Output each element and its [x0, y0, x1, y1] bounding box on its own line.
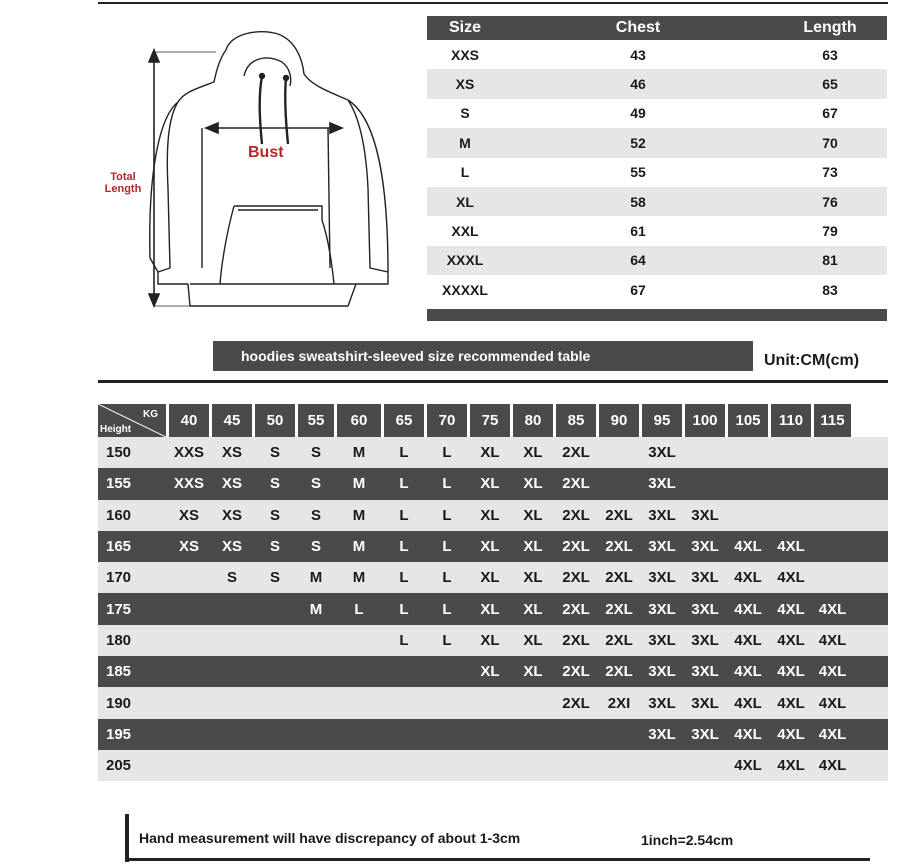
chest-cell: 58: [630, 193, 646, 210]
size-cell: L: [460, 164, 470, 181]
size-recommendation-cell: M: [352, 538, 366, 556]
weight-header-cell: 100: [685, 404, 725, 437]
size-recommendation-cell: M: [309, 569, 323, 587]
size-chart-row: [427, 40, 887, 69]
height-row: [98, 687, 888, 718]
size-cell: S: [460, 105, 470, 122]
size-recommendation-cell: 3XL: [648, 569, 676, 587]
weight-header-cell: 95: [642, 404, 682, 437]
size-cell: XL: [456, 193, 474, 210]
size-recommendation-cell: 2XL: [605, 631, 633, 649]
size-recommendation-cell: 3XL: [648, 725, 676, 743]
size-recommendation-cell: 4XL: [777, 757, 805, 775]
size-recommendation-cell: S: [269, 475, 280, 493]
size-chart-row: [427, 246, 887, 275]
length-cell: 70: [822, 134, 838, 151]
recommended-table-title: [213, 341, 753, 371]
height-cell: 190: [106, 694, 132, 712]
length-cell: 65: [822, 76, 838, 93]
size-recommendation-cell: XS: [178, 506, 199, 524]
size-recommendation-cell: XL: [480, 506, 500, 524]
length-cell: 67: [822, 105, 838, 122]
size-recommendation-cell: L: [442, 569, 452, 587]
size-recommendation-cell: L: [442, 538, 452, 556]
size-recommendation-cell: XL: [480, 600, 500, 618]
size-recommendation-cell: S: [269, 538, 280, 556]
size-recommendation-cell: XS: [221, 444, 242, 462]
size-recommendation-cell: 3XL: [648, 631, 676, 649]
weight-header-cell: 45: [212, 404, 252, 437]
size-chart-footer-band: [427, 309, 887, 321]
corner-kg-label: KG: [143, 409, 158, 420]
chest-cell: 61: [630, 223, 646, 240]
size-recommendation-cell: 4XL: [818, 725, 847, 743]
size-recommendation-cell: XS: [221, 538, 242, 556]
size-recommendation-cell: XL: [523, 569, 543, 587]
header-size: Size: [448, 19, 481, 36]
header-chest: Chest: [615, 19, 661, 36]
height-cell: 160: [106, 506, 132, 524]
chest-cell: 49: [630, 105, 646, 122]
size-recommendation-cell: 2XL: [562, 475, 590, 493]
size-recommendation-cell: 4XL: [734, 757, 762, 775]
size-recommendation-cell: XL: [523, 444, 543, 462]
size-recommendation-cell: L: [399, 538, 409, 556]
size-recommendation-cell: S: [310, 538, 321, 556]
size-recommendation-cell: 2XL: [605, 663, 633, 681]
size-recommendation-cell: L: [442, 600, 452, 618]
size-recommendation-cell: L: [399, 600, 409, 618]
height-row: [98, 750, 888, 781]
size-recommendation-cell: XL: [480, 538, 500, 556]
size-cell: XXXL: [446, 252, 484, 269]
size-chart-row: [427, 99, 887, 128]
chest-cell: 55: [630, 164, 646, 181]
size-cell: XXL: [451, 223, 479, 240]
size-recommendation-cell: 3XL: [691, 631, 719, 649]
size-chart-row: [427, 158, 887, 187]
size-recommendation-cell: 2XL: [605, 569, 633, 587]
height-row: [98, 562, 888, 593]
size-recommendation-cell: M: [352, 475, 366, 493]
size-chart-row: [427, 187, 887, 216]
weight-header-cell: 65: [384, 404, 424, 437]
size-recommendation-cell: XS: [221, 475, 242, 493]
size-recommendation-cell: 4XL: [777, 538, 805, 556]
size-recommendation-cell: M: [352, 506, 366, 524]
size-recommendation-cell: 4XL: [777, 600, 805, 618]
length-cell: 79: [822, 223, 838, 240]
size-recommendation-cell: 4XL: [734, 663, 762, 681]
weight-header-cell: 40: [169, 404, 209, 437]
size-recommendation-cell: XS: [178, 538, 199, 556]
weight-header-cell: 60: [337, 404, 381, 437]
height-row: [98, 719, 888, 750]
unit-label: Unit:CM(cm): [764, 352, 860, 369]
height-row: [98, 437, 888, 468]
size-recommendation-cell: 3XL: [648, 538, 676, 556]
size-recommendation-cell: 3XL: [648, 475, 676, 493]
size-recommendation-cell: XL: [523, 475, 543, 493]
size-recommendation-cell: L: [354, 600, 364, 618]
size-chart-table: [427, 16, 887, 321]
size-recommendation-cell: L: [442, 475, 452, 493]
top-rule: [98, 2, 888, 4]
height-row: [98, 593, 888, 624]
size-recommendation-cell: 2XL: [562, 694, 590, 712]
height-cell: 180: [106, 631, 132, 649]
size-recommendation-cell: XXS: [173, 444, 204, 462]
size-recommendation-cell: M: [309, 600, 323, 618]
size-recommendation-cell: XL: [480, 569, 500, 587]
size-recommendation-cell: S: [269, 506, 280, 524]
height-row: [98, 625, 888, 656]
chest-cell: 67: [630, 281, 646, 298]
size-recommendation-cell: 4XL: [818, 600, 847, 618]
size-recommendation-cell: 3XL: [691, 663, 719, 681]
length-cell: 83: [822, 281, 838, 298]
chest-cell: 43: [630, 46, 646, 63]
recommended-title-text: hoodies sweatshirt-sleeved size recommended table: [241, 348, 591, 364]
length-cell: 76: [822, 193, 838, 210]
size-recommendation-cell: 3XL: [648, 506, 676, 524]
size-recommendation-cell: 3XL: [691, 600, 719, 618]
size-recommendation-cell: 3XL: [648, 600, 676, 618]
size-chart-row: [427, 275, 887, 304]
weight-header-cell: 70: [427, 404, 467, 437]
size-recommendation-cell: S: [269, 569, 280, 587]
size-recommendation-cell: XL: [523, 663, 543, 681]
size-recommendation-cell: 2XL: [562, 600, 590, 618]
size-recommendation-cell: XL: [480, 631, 500, 649]
weight-header-cell: 105: [728, 404, 768, 437]
size-recommendation-cell: M: [352, 444, 366, 462]
size-recommendation-cell: L: [442, 444, 452, 462]
weight-header-cell: 85: [556, 404, 596, 437]
length-cell: 73: [822, 164, 838, 181]
size-recommendation-cell: 2XL: [562, 569, 590, 587]
size-recommendation-cell: 4XL: [734, 538, 762, 556]
height-row: [98, 656, 888, 687]
weight-header-cell: 115: [814, 404, 851, 437]
height-row: [98, 468, 888, 499]
weight-header-cell: 90: [599, 404, 639, 437]
size-cell: XXXXL: [442, 281, 488, 298]
size-recommendation-cell: 3XL: [648, 444, 676, 462]
grid-corner-cell: [98, 404, 166, 437]
size-recommendation-cell: 4XL: [777, 663, 805, 681]
note-bottom-border: [125, 858, 870, 861]
size-recommendation-cell: S: [226, 569, 237, 587]
chest-cell: 52: [630, 134, 646, 151]
bust-label: Bust: [248, 144, 284, 161]
inch-conversion-note: 1inch=2.54cm: [641, 832, 734, 848]
size-cell: XS: [455, 76, 475, 93]
weight-header-row: [98, 404, 888, 437]
size-recommendation-cell: 2XL: [562, 538, 590, 556]
weight-header-cell: 80: [513, 404, 553, 437]
height-cell: 185: [106, 663, 132, 681]
weight-header-cell: 75: [470, 404, 510, 437]
size-recommendation-cell: XL: [523, 600, 543, 618]
size-recommendation-cell: 4XL: [777, 725, 805, 743]
size-recommendation-cell: XL: [480, 444, 500, 462]
size-recommendation-cell: L: [399, 569, 409, 587]
size-recommendation-cell: 3XL: [691, 538, 719, 556]
size-recommendation-cell: XL: [480, 663, 500, 681]
size-recommendation-cell: 2XL: [562, 506, 590, 524]
size-recommendation-cell: XL: [523, 538, 543, 556]
size-recommendation-cell: XS: [221, 506, 242, 524]
height-cell: 150: [106, 444, 132, 462]
height-cell: 165: [106, 538, 132, 556]
size-recommendation-cell: L: [399, 631, 409, 649]
size-recommendation-cell: S: [310, 475, 321, 493]
chest-cell: 46: [630, 76, 646, 93]
height-cell: 170: [106, 569, 132, 587]
size-recommendation-cell: 4XL: [818, 631, 847, 649]
size-recommendation-cell: 4XL: [734, 631, 762, 649]
size-recommendation-cell: 2XI: [607, 694, 631, 712]
size-recommendation-cell: M: [352, 569, 366, 587]
size-recommendation-cell: L: [399, 506, 409, 524]
measurement-note: Hand measurement will have discrepancy of about 1-3cm: [139, 830, 521, 846]
size-recommendation-cell: L: [399, 475, 409, 493]
corner-height-label: Height: [100, 424, 132, 435]
size-recommendation-cell: 3XL: [648, 663, 676, 681]
size-recommendation-cell: S: [310, 506, 321, 524]
size-recommendation-cell: 3XL: [691, 725, 719, 743]
section-divider: [98, 380, 888, 383]
size-recommendation-cell: 4XL: [777, 631, 805, 649]
height-row: [98, 531, 888, 562]
size-recommendation-cell: L: [399, 444, 409, 462]
size-recommendation-cell: 2XL: [562, 663, 590, 681]
size-recommendation-cell: XXS: [173, 475, 204, 493]
size-chart-row: [427, 216, 887, 245]
size-cell: M: [459, 134, 471, 151]
size-recommendation-cell: XL: [523, 631, 543, 649]
size-recommendation-cell: 3XL: [691, 506, 719, 524]
height-cell: 205: [106, 757, 132, 775]
length-cell: 81: [822, 252, 838, 269]
size-recommendation-cell: S: [269, 444, 280, 462]
size-recommendation-cell: 2XL: [605, 538, 633, 556]
size-recommendation-cell: 2XL: [605, 506, 633, 524]
height-cell: 195: [106, 725, 132, 743]
size-recommendation-cell: 2XL: [562, 631, 590, 649]
length-cell: 63: [822, 46, 838, 63]
height-cell: 175: [106, 600, 132, 618]
size-recommendation-cell: 4XL: [818, 757, 847, 775]
size-chart-header: [427, 16, 887, 40]
size-chart-row: [427, 69, 887, 98]
chest-cell: 64: [630, 252, 646, 269]
size-recommendation-cell: S: [310, 444, 321, 462]
total-length-label: Total Length: [104, 171, 142, 195]
size-recommendation-cell: 4XL: [734, 569, 762, 587]
size-recommendation-cell: 4XL: [818, 694, 847, 712]
size-cell: XXS: [450, 46, 479, 63]
size-recommendation-cell: 4XL: [777, 569, 805, 587]
recommended-size-grid: [98, 404, 888, 781]
size-recommendation-cell: XL: [523, 506, 543, 524]
size-recommendation-cell: 4XL: [734, 725, 762, 743]
size-recommendation-cell: 2XL: [605, 600, 633, 618]
note-left-border: [125, 814, 129, 862]
size-recommendation-cell: XL: [480, 475, 500, 493]
size-chart-row: [427, 128, 887, 157]
size-recommendation-cell: 3XL: [691, 569, 719, 587]
height-row: [98, 500, 888, 531]
size-recommendation-cell: 4XL: [818, 663, 847, 681]
weight-header-cell: 55: [298, 404, 334, 437]
header-length: Length: [803, 19, 857, 36]
size-recommendation-cell: 4XL: [777, 694, 805, 712]
weight-header-cell: 110: [771, 404, 811, 437]
weight-header-cell: 50: [255, 404, 295, 437]
height-cell: 155: [106, 475, 132, 493]
size-recommendation-cell: L: [442, 631, 452, 649]
size-recommendation-cell: 4XL: [734, 694, 762, 712]
size-recommendation-cell: 3XL: [648, 694, 676, 712]
size-recommendation-cell: 4XL: [734, 600, 762, 618]
size-recommendation-cell: 3XL: [691, 694, 719, 712]
size-recommendation-cell: 2XL: [562, 444, 590, 462]
size-recommendation-cell: L: [442, 506, 452, 524]
